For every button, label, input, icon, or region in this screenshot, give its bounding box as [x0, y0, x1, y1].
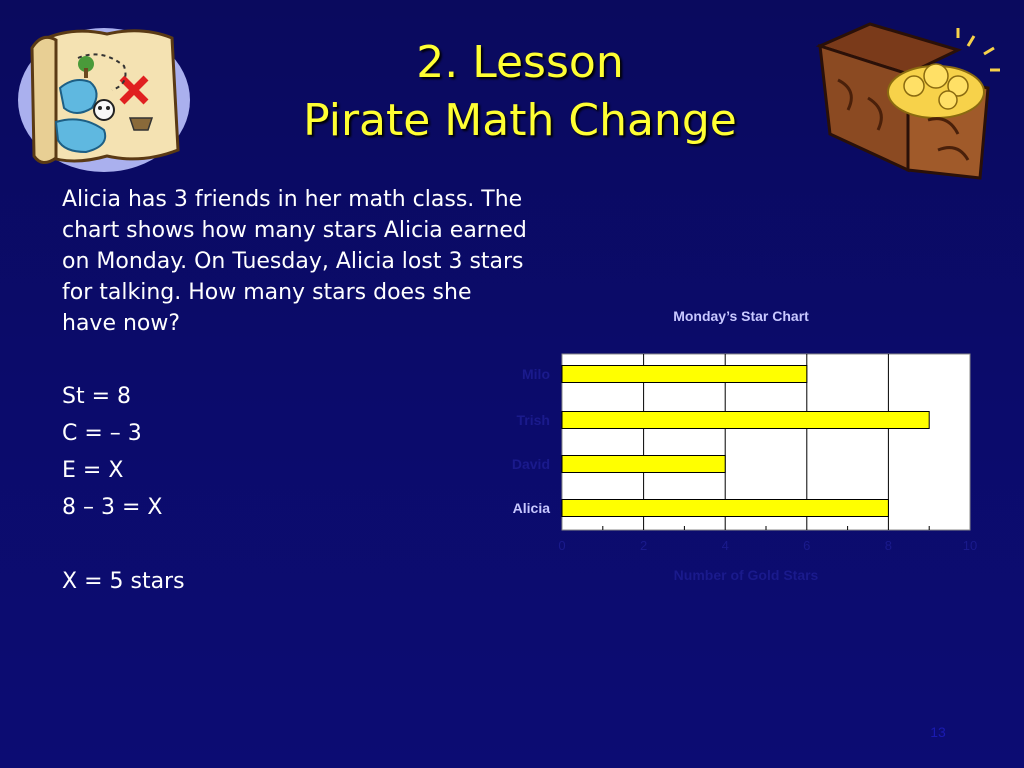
slide-title [210, 34, 830, 150]
category-label-alicia: Alicia [512, 500, 550, 516]
x-axis-label: Number of Gold Stars [673, 567, 819, 583]
chart-title: Monday’s Star Chart [673, 308, 809, 324]
lesson-body [62, 184, 532, 603]
step-start: St = 8 [62, 384, 132, 409]
solution-steps [62, 381, 532, 603]
x-tick-label: 6 [803, 538, 811, 553]
x-tick-label: 2 [639, 538, 648, 553]
category-label-milo: Milo [522, 366, 550, 382]
bar-milo [562, 366, 807, 383]
step-end: E = X [62, 458, 124, 483]
x-tick-label: 8 [884, 538, 893, 553]
x-tick-label: 10 [962, 538, 978, 553]
step-answer: X = 5 stars [62, 569, 185, 594]
treasure-chest-icon [808, 10, 1004, 182]
bar-david [562, 456, 725, 473]
star-chart [490, 300, 990, 600]
step-spacer [62, 529, 532, 566]
x-tick-label: 0 [558, 538, 566, 553]
step-change: C = – 3 [62, 421, 142, 446]
treasure-map-icon [12, 18, 192, 178]
x-tick-labels [558, 538, 977, 553]
category-label-david: David [511, 456, 550, 472]
title-line-2: Pirate Math Change [303, 95, 737, 146]
category-label-trish: Trish [516, 412, 550, 428]
step-equation: 8 – 3 = X [62, 495, 163, 520]
page-number: 13 [930, 724, 946, 740]
title-line-1: 2. Lesson [416, 37, 624, 88]
category-labels [512, 366, 550, 516]
word-problem-text: Alicia has 3 friends in her math class. The chart shows how many stars Alicia earned on Monday. On Tuesday, Alicia lost 3 stars for talking. How many stars does she have now? [62, 187, 527, 336]
x-tick-label: 4 [721, 538, 729, 553]
bar-alicia [562, 500, 888, 517]
star-chart-svg [490, 300, 990, 600]
bar-trish [562, 412, 929, 429]
